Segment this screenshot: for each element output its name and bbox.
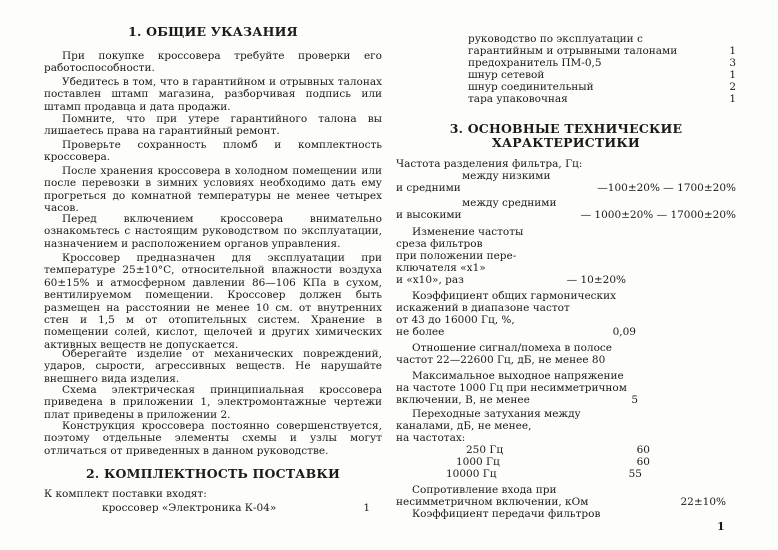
section-1-title: 1. ОБЩИЕ УКАЗАНИЯ: [128, 24, 298, 39]
kit-list-row: [468, 69, 736, 81]
spec-text: Переходные затухания между: [412, 408, 581, 420]
paragraph: Оберегайте изделие от механических повреждений, ударов, сырости, агрессивных веществ. Не нарушайте внешнего вида изделия.: [44, 348, 382, 385]
spec-text: Максимальное выходное напряжение: [412, 370, 624, 382]
spec-label: включении, В, не менее: [396, 394, 530, 406]
paragraph: Проверьте сохранность пломб и комплектность кроссовера.: [44, 139, 382, 164]
spec-text: от 43 до 16000 Гц, %,: [396, 314, 515, 326]
spec-row: [396, 394, 638, 406]
kit-list-row: [468, 57, 736, 69]
section-3-title-line2: ХАРАКТЕРИСТИКИ: [492, 135, 640, 150]
paragraph: Убедитесь в том, что в гарантийном и отрывных талонах поставлен штамп магазина, разборчивая подпись или штамп продавца и дата продажи.: [44, 76, 382, 113]
paragraph: После хранения кроссовера в холодном помещении или после перевозки в зимних условиях необходимо дать ему прогреться до комнатной температуры не менее четырех часов.: [44, 165, 382, 215]
kit-list-label: предохранитель ПМ-0,5: [468, 57, 602, 69]
spec-value: 5: [631, 394, 638, 406]
spec-text: Отношение сигнал/помеха в полосе: [412, 342, 612, 354]
crosstalk-row: [446, 468, 642, 480]
paragraph: При покупке кроссовера требуйте проверки его работоспособности.: [44, 50, 382, 75]
spec-text: Сопротивление входа при: [412, 484, 557, 496]
kit-intro: К комплект поставки входят:: [44, 488, 207, 500]
paragraph: Конструкция кроссовера постоянно совершенствуется, поэтому отдельные элементы схемы и узлы могут отличаться от приведенных в данном руководстве.: [44, 420, 382, 457]
spec-label: и высокими: [396, 209, 462, 221]
section-2-title: 2. КОМПЛЕКТНОСТЬ ПОСТАВКИ: [85, 466, 341, 481]
spec-row: [396, 496, 726, 508]
kit-list-label: тара упаковочная: [468, 93, 568, 105]
spec-text: Коэффициент общих гармонических: [412, 290, 617, 302]
spec-text: частот 22—22600 Гц, дБ, не менее 80: [396, 354, 606, 366]
spec-text: при положении пере-: [396, 250, 517, 262]
spec-text: Изменение частоты: [412, 226, 524, 238]
spec-label: несимметричном включении, кОм: [396, 496, 589, 508]
paragraph: Помните, что при утере гарантийного талона вы лишаетесь права на гарантийный ремонт.: [44, 113, 382, 138]
kit-item-label: кроссовер «Электроника К-04»: [102, 502, 277, 514]
paragraph: Схема электрическая принципиальная кроссовера приведена в приложении 1, электромонтажные чертежи плат приведены в приложении 2.: [44, 384, 382, 421]
spec-value: —100±20% — 1700±20%: [597, 182, 736, 194]
spec-text: Коэффициент передачи фильтров: [412, 508, 601, 520]
spec-text: искажений в диапазоне частот: [396, 302, 570, 314]
spec-row: [396, 209, 736, 221]
crosstalk-value: 60: [636, 456, 650, 468]
spec-value: — 1000±20% — 17000±20%: [580, 209, 736, 221]
kit-list-row: [468, 45, 736, 57]
kit-list-qty: 1: [729, 45, 736, 57]
page-number: 1: [717, 520, 725, 533]
spec-text: ключателя «х1»: [396, 262, 486, 274]
spec-label: и средними: [396, 182, 461, 194]
spec-text: каналами, дБ, не менее,: [396, 420, 532, 432]
kit-list-row: [468, 81, 736, 93]
kit-list-row: [468, 33, 736, 45]
spec-value: 0,09: [612, 326, 636, 338]
kit-list-qty: 3: [729, 57, 736, 69]
kit-item-qty: 1: [363, 502, 370, 514]
spec-value: 22±10%: [680, 496, 726, 508]
paragraph: Кроссовер предназначен для эксплуатации при температуре 25±10°С, относительной влажности воздуха 60±15% и атмосферном давлении 86—106 КПа в сухом, вентилируемом помещении. Кроссовер должен быть размещен на расстоянии не менее 10 см. от внутренних стен и 1,5 м от отопительных систем. Хранение в помещении солей, кислот, щелочей и других химических активных веществ не допускается.: [44, 252, 382, 351]
spec-text: на частотах:: [396, 432, 466, 444]
kit-list-qty: 1: [729, 69, 736, 81]
kit-list-label: руководство по эксплуатации с: [468, 33, 643, 45]
crosstalk-freq: 1000 Гц: [456, 456, 500, 468]
spec-text: между средними: [462, 197, 557, 209]
crosstalk-value: 55: [628, 468, 642, 480]
section-3-title: 3. ОСНОВНЫЕ ТЕХНИЧЕСКИЕ: [449, 121, 683, 136]
spec-text: среза фильтров: [396, 238, 483, 250]
kit-list-qty: [726, 33, 736, 45]
crosstalk-freq: 250 Гц: [466, 444, 504, 456]
kit-list-label: гарантийным и отрывными талонами: [468, 45, 678, 57]
kit-list-qty: 1: [729, 93, 736, 105]
crosstalk-freq: 10000 Гц: [446, 468, 497, 480]
crosstalk-value: 60: [636, 444, 650, 456]
kit-item-row: [102, 502, 370, 514]
kit-list-qty: 2: [729, 81, 736, 93]
spec-text: на частоте 1000 Гц при несимметричном: [396, 382, 627, 394]
spec-label: и «х10», раз: [396, 274, 464, 286]
spec-row: [396, 326, 636, 338]
spec-value: — 10±20%: [566, 274, 626, 286]
kit-list-label: шнур соединительный: [468, 81, 594, 93]
kit-list-row: [468, 93, 736, 105]
spec-text: между низкими: [462, 170, 551, 182]
spec-label: не более: [396, 326, 445, 338]
kit-list-label: шнур сетевой: [468, 69, 545, 81]
spec-text: Частота разделения фильтра, Гц:: [396, 158, 583, 170]
crosstalk-row: [466, 444, 650, 456]
spec-row: [396, 274, 626, 286]
crosstalk-row: [456, 456, 650, 468]
spec-row: [396, 182, 736, 194]
paragraph: Перед включением кроссовера внимательно ознакомьтесь с настоящим руководством по эксплуатации, назначением и расположением органов управления.: [44, 213, 382, 250]
